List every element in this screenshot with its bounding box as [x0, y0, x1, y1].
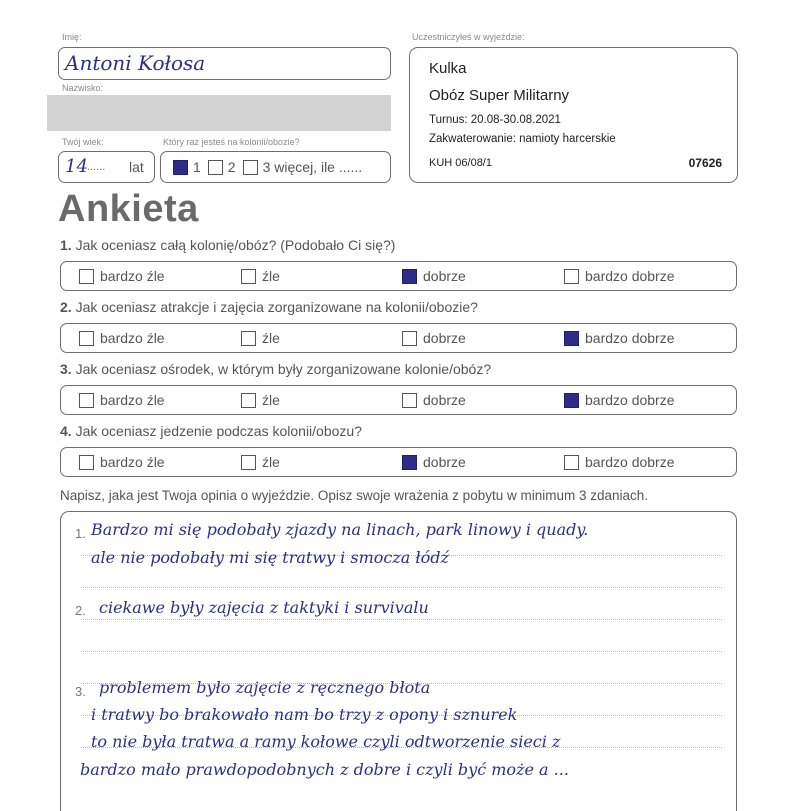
rating-label: bardzo źle	[100, 392, 165, 408]
rating-label: dobrze	[423, 268, 466, 284]
rating-checkbox[interactable]	[241, 269, 256, 284]
trip-card-line2: Obóz Super Militarny	[429, 87, 570, 104]
accommodation-value: namioty harcerskie	[519, 133, 616, 145]
age-label: Twój wiek:	[62, 137, 104, 147]
answer-line: Bardzo mi się podobały zjazdy na linach, park linowy i quady.	[91, 520, 589, 539]
age-dots: ......	[87, 161, 106, 173]
question-4-text	[60, 423, 362, 439]
rating-label: źle	[262, 268, 280, 284]
first-name-value: Antoni Kołosa	[65, 51, 206, 75]
rating-checkbox[interactable]	[79, 393, 94, 408]
question-2-text	[60, 299, 478, 315]
answer-line: ciekawe były zajęcia z taktyki i survivalu	[99, 598, 429, 617]
visit-field	[160, 151, 391, 183]
rating-checkbox[interactable]	[79, 455, 94, 470]
answer-number: 2.	[75, 603, 86, 618]
last-name-redaction	[47, 95, 391, 131]
question-3-text	[60, 361, 491, 377]
rating-label: bardzo dobrze	[585, 392, 675, 408]
opinion-prompt: Napisz, jaka jest Twoja opinia o wyjeździe. Opisz swoje wrażenia z pobytu w minimum 3 zdaniach.	[60, 488, 649, 503]
rating-label: źle	[262, 454, 280, 470]
answer-line: to nie była tratwa a ramy kołowe czyli odtworzenie sieci z	[91, 732, 561, 751]
answer-number: 3.	[75, 684, 86, 699]
trip-code: KUH 06/08/1	[429, 157, 492, 169]
rating-label: bardzo źle	[100, 454, 165, 470]
answer-line: ale nie podobały mi się tratwy i smocza łódź	[91, 548, 449, 567]
question-label: Jak oceniasz całą kolonię/obóz? (Podobało Ci się?)	[75, 237, 396, 253]
question-label: Jak oceniasz ośrodek, w którym były zorganizowane kolonie/obóz?	[75, 361, 492, 377]
rating-label: źle	[262, 330, 280, 346]
question-3-options	[60, 385, 737, 415]
rating-checkbox[interactable]	[402, 455, 417, 470]
visit-option-label: 2	[227, 159, 236, 175]
rating-label: bardzo źle	[100, 268, 165, 284]
rating-checkbox[interactable]	[402, 269, 417, 284]
trip-card	[409, 47, 738, 183]
question-label: Jak oceniasz jedzenie podczas kolonii/obozu?	[75, 423, 362, 439]
visit-option-label: 3 więcej, ile ......	[262, 159, 363, 175]
trip-card-line1: Kulka	[429, 60, 467, 77]
answer-line: bardzo mało prawdopodobnych z dobre i czyli być może a ...	[80, 760, 569, 779]
survey-title: Ankieta	[58, 188, 199, 230]
question-2-options	[60, 323, 737, 353]
rating-checkbox[interactable]	[79, 331, 94, 346]
ruled-line	[81, 587, 722, 588]
visit-label: Który raz jesteś na kolonii/obozie?	[163, 137, 300, 147]
age-unit: lat	[129, 159, 144, 175]
rating-checkbox[interactable]	[402, 331, 417, 346]
rating-checkbox[interactable]	[241, 331, 256, 346]
rating-label: dobrze	[423, 454, 466, 470]
question-number: 4.	[60, 423, 72, 439]
first-name-field[interactable]	[58, 47, 391, 80]
rating-checkbox[interactable]	[241, 393, 256, 408]
trip-number: 07626	[688, 156, 722, 170]
visit-option-checkbox[interactable]	[208, 160, 223, 175]
rating-checkbox[interactable]	[241, 455, 256, 470]
rating-checkbox[interactable]	[79, 269, 94, 284]
rating-label: dobrze	[423, 330, 466, 346]
answer-number: 1.	[75, 526, 86, 541]
accommodation-label: Zakwaterowanie:	[429, 133, 516, 145]
rating-checkbox[interactable]	[564, 331, 579, 346]
age-value: 14	[65, 156, 88, 177]
visit-option-checkbox[interactable]	[243, 160, 258, 175]
question-number: 2.	[60, 299, 72, 315]
ruled-line	[81, 619, 722, 620]
answer-line: i tratwy bo brakowało nam bo trzy z opony i sznurek	[91, 705, 518, 724]
age-field[interactable]	[58, 151, 155, 183]
rating-label: dobrze	[423, 392, 466, 408]
rating-checkbox[interactable]	[564, 393, 579, 408]
rating-checkbox[interactable]	[564, 269, 579, 284]
question-1-options	[60, 261, 737, 291]
rating-label: źle	[262, 392, 280, 408]
rating-label: bardzo dobrze	[585, 454, 675, 470]
rating-label: bardzo źle	[100, 330, 165, 346]
turnus-label: Turnus:	[429, 114, 468, 126]
question-number: 3.	[60, 361, 72, 377]
question-number: 1.	[60, 237, 72, 253]
visit-option-label: 1	[193, 159, 201, 175]
question-4-options	[60, 447, 737, 477]
turnus-value: 20.08-30.08.2021	[470, 114, 561, 126]
question-label: Jak oceniasz atrakcje i zajęcia zorganizowane na kolonii/obozie?	[75, 299, 478, 315]
first-name-label: Imię:	[62, 32, 82, 42]
last-name-label: Nazwisko:	[62, 83, 104, 93]
rating-label: bardzo dobrze	[585, 330, 675, 346]
rating-checkbox[interactable]	[402, 393, 417, 408]
visit-option-checkbox[interactable]	[173, 160, 188, 175]
trip-card-label: Uczestniczyłeś w wyjeździe:	[412, 32, 525, 42]
rating-checkbox[interactable]	[564, 455, 579, 470]
rating-label: bardzo dobrze	[585, 268, 675, 284]
ruled-line	[81, 651, 722, 652]
answer-line: problemem było zajęcie z ręcznego błota	[99, 678, 431, 697]
question-1-text	[60, 237, 395, 253]
